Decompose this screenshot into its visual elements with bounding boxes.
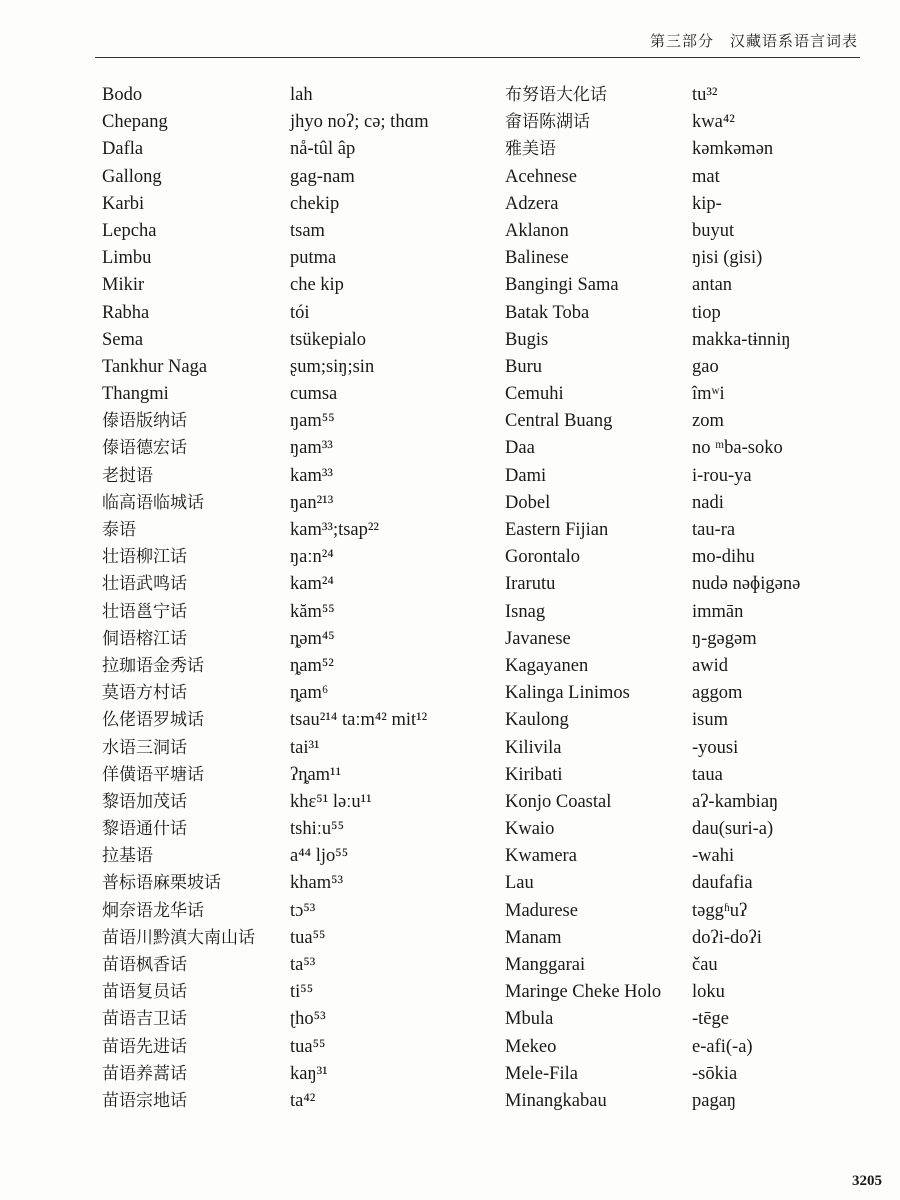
word-form: tu³² <box>692 85 718 105</box>
header-rule <box>95 57 860 58</box>
language-name: Gallong <box>102 166 162 187</box>
language-name: 拉基语 <box>102 846 153 867</box>
language-name: 雅美语 <box>505 139 556 160</box>
word-form: awid <box>692 655 728 676</box>
word-form: -wahi <box>692 846 735 867</box>
language-name: 傣语版纳话 <box>102 411 187 432</box>
word-form: khɛ⁵¹ ləːu¹¹ <box>290 791 372 812</box>
word-form: kăm⁵⁵ <box>290 601 335 622</box>
word-form: ŋ-gəgəm <box>692 628 757 649</box>
word-form: tiop <box>692 302 721 323</box>
word-form: ti⁵⁵ <box>290 982 314 1003</box>
language-name: 仫佬语罗城话 <box>102 710 204 731</box>
word-form: makka-tɨnniŋ <box>692 329 791 350</box>
word-form: îmʷi <box>692 384 725 405</box>
language-name: Central Buang <box>505 411 613 432</box>
word-form: doʔi-doʔi <box>692 927 762 948</box>
word-form: i-rou-ya <box>692 465 752 486</box>
language-name: Limbu <box>102 248 152 269</box>
word-form: -sōkia <box>692 1063 738 1084</box>
word-form: immān <box>692 601 744 622</box>
language-name: Adzera <box>505 193 559 214</box>
word-form: ŋaːn²⁴ <box>290 547 334 568</box>
word-form: ŋan²¹³ <box>290 492 334 513</box>
language-name: Gorontalo <box>505 547 581 568</box>
language-name: 壮语邕宁话 <box>102 601 187 622</box>
word-form: ta⁴² <box>290 1090 316 1111</box>
language-name: Maringe Cheke Holo <box>505 982 662 1003</box>
word-form: tshiːu⁵⁵ <box>290 819 345 840</box>
language-name: 苗语宗地话 <box>102 1090 187 1111</box>
language-name: Aklanon <box>505 220 569 241</box>
language-name: Tankhur Naga <box>102 356 208 377</box>
word-form: nå-tûl âp <box>290 139 356 160</box>
language-name: 苗语吉卫话 <box>102 1009 187 1030</box>
language-name: Balinese <box>505 248 569 269</box>
word-form: təggʱuʔ <box>692 900 748 921</box>
language-name: Acehnese <box>505 166 577 187</box>
word-form: dau(suri-a) <box>692 819 774 840</box>
word-form: nudə nəɸigənə <box>692 574 801 595</box>
language-name: 黎语加茂话 <box>102 791 187 812</box>
language-name: Dobel <box>505 492 551 513</box>
left-language-column <box>102 82 282 1115</box>
word-form: aggom <box>692 683 743 704</box>
language-name: Javanese <box>505 628 571 649</box>
language-name: Karbi <box>102 193 145 214</box>
language-name: Mele-Fila <box>505 1063 578 1084</box>
header-title: 汉藏语系语言词表 <box>729 32 858 50</box>
word-form: tau-ra <box>692 520 736 540</box>
word-form: che kip <box>290 275 344 296</box>
word-form: cumsa <box>290 384 338 405</box>
word-form: zom <box>692 411 724 432</box>
word-form: tsam <box>290 220 325 241</box>
word-form: pagaŋ <box>692 1090 737 1111</box>
word-form: jhyo noʔ; cə; thɑm <box>290 112 429 133</box>
language-name: Sema <box>102 329 144 350</box>
word-form: tua⁵⁵ <box>290 927 326 948</box>
word-form: daufafia <box>692 873 753 894</box>
word-form: antan <box>692 275 733 296</box>
language-name: 泰语 <box>102 520 136 540</box>
word-form: isum <box>692 710 728 731</box>
running-header <box>650 30 858 51</box>
language-name: Bugis <box>505 329 549 350</box>
language-name: Kaulong <box>505 710 569 731</box>
word-form: taua <box>692 764 723 785</box>
word-form: kham⁵³ <box>290 873 344 894</box>
language-name: Kilivila <box>505 737 562 758</box>
word-form: gao <box>692 356 719 377</box>
language-name: 苗语枫香话 <box>102 955 187 975</box>
word-form: kip- <box>692 193 722 214</box>
language-name: Thangmi <box>102 384 169 405</box>
word-form: putma <box>290 248 337 269</box>
word-form: lah <box>290 85 313 105</box>
word-form: nadi <box>692 492 724 513</box>
language-name: Mikir <box>102 275 145 296</box>
language-name: Bangingi Sama <box>505 275 619 296</box>
word-form: tai³¹ <box>290 737 320 758</box>
language-name: Lepcha <box>102 220 157 241</box>
word-form: a⁴⁴ ljo⁵⁵ <box>290 846 349 867</box>
language-name: Cemuhi <box>505 384 564 405</box>
word-form: kwa⁴² <box>692 112 735 133</box>
word-form: -yousi <box>692 737 739 758</box>
language-name: Buru <box>505 356 542 377</box>
word-form: čau <box>692 955 718 975</box>
language-name: 苗语川黔滇大南山话 <box>102 927 255 948</box>
language-name: 炯奈语龙华话 <box>102 900 204 921</box>
language-name: Kwamera <box>505 846 577 867</box>
word-form: ʔȵam¹¹ <box>290 764 342 785</box>
language-name: Dafla <box>102 139 144 160</box>
language-name: Kalinga Linimos <box>505 683 630 704</box>
language-name: Dami <box>505 465 547 486</box>
language-name: 布努语大化话 <box>505 85 607 105</box>
language-name: 壮语柳江话 <box>102 547 187 568</box>
word-form: ŋam³³ <box>290 438 333 459</box>
language-name: Mekeo <box>505 1036 557 1057</box>
language-name: Chepang <box>102 112 168 133</box>
language-name: 畲语陈湖话 <box>505 112 590 133</box>
word-form: ŋam⁵⁵ <box>290 411 335 432</box>
language-name: Lau <box>505 873 534 894</box>
language-name: Manam <box>505 927 562 948</box>
word-form: kəmkəmən <box>692 139 774 160</box>
word-form: ta⁵³ <box>290 955 316 975</box>
language-name: Minangkabau <box>505 1090 607 1111</box>
language-name: Mbula <box>505 1009 554 1030</box>
language-name: Madurese <box>505 900 578 921</box>
language-name: Kiribati <box>505 764 563 785</box>
word-form: kam³³;tsap²² <box>290 520 379 540</box>
word-form: kam³³ <box>290 465 333 486</box>
language-name: Bodo <box>102 85 143 105</box>
language-name: 普标语麻栗坡话 <box>102 873 221 894</box>
word-form: no ᵐba-soko <box>692 438 783 459</box>
word-form: ʈho⁵³ <box>290 1009 326 1030</box>
word-form: ȵəm⁴⁵ <box>290 628 335 649</box>
word-form: e-afi(-a) <box>692 1036 753 1057</box>
language-name: 苗语复员话 <box>102 982 187 1003</box>
language-name: 苗语养蒿话 <box>102 1063 187 1084</box>
word-form: tói <box>290 302 310 323</box>
language-name: Batak Toba <box>505 302 590 323</box>
left-form-column <box>290 82 500 1115</box>
word-form: loku <box>692 982 725 1003</box>
word-form: buyut <box>692 220 735 241</box>
language-name: Konjo Coastal <box>505 791 612 812</box>
word-form: tsükepialo <box>290 329 367 350</box>
language-name: Eastern Fijian <box>505 520 609 540</box>
word-form: tɔ⁵³ <box>290 900 316 921</box>
language-name: 侗语榕江话 <box>102 628 187 649</box>
word-form: ʂum;siŋ;sin <box>290 356 375 377</box>
word-form: ȵam⁶ <box>290 683 329 704</box>
language-name: 黎语通什话 <box>102 819 187 840</box>
word-form: ŋisi (gisi) <box>692 248 763 269</box>
language-name: Kwaio <box>505 819 555 840</box>
language-name: 拉珈语金秀话 <box>102 655 204 676</box>
right-form-column <box>692 82 882 1115</box>
word-form: mat <box>692 166 720 187</box>
language-name: 临高语临城话 <box>102 492 204 513</box>
word-form: aʔ-kambiaŋ <box>692 791 779 812</box>
language-name: Isnag <box>505 601 546 622</box>
word-form: kam²⁴ <box>290 574 334 595</box>
header-part: 第三部分 <box>649 32 714 50</box>
word-form: chekip <box>290 193 340 214</box>
language-name: 水语三洞话 <box>102 737 187 758</box>
page-number: 3205 <box>852 1173 882 1189</box>
language-name: 佯僙语平塘话 <box>102 764 204 785</box>
word-form: kaŋ³¹ <box>290 1063 328 1084</box>
language-name: Rabha <box>102 302 150 323</box>
language-name: 苗语先进话 <box>102 1036 187 1057</box>
word-form: tua⁵⁵ <box>290 1036 326 1057</box>
language-name: 莫语方村话 <box>102 683 187 704</box>
word-form: mo-dihu <box>692 547 755 568</box>
language-name: 老挝语 <box>102 465 153 486</box>
word-form: gag-nam <box>290 166 355 187</box>
right-language-column <box>505 82 690 1115</box>
language-name: 傣语德宏话 <box>102 438 187 459</box>
language-name: Irarutu <box>505 574 556 595</box>
word-form: tsau²¹⁴ taːm⁴² mit¹² <box>290 710 428 731</box>
language-name: 壮语武鸣话 <box>102 574 187 595</box>
word-form: ȵam⁵² <box>290 655 334 676</box>
language-name: Kagayanen <box>505 655 589 676</box>
language-name: Daa <box>505 438 535 459</box>
word-form: -tēge <box>692 1009 729 1030</box>
language-name: Manggarai <box>505 955 586 975</box>
